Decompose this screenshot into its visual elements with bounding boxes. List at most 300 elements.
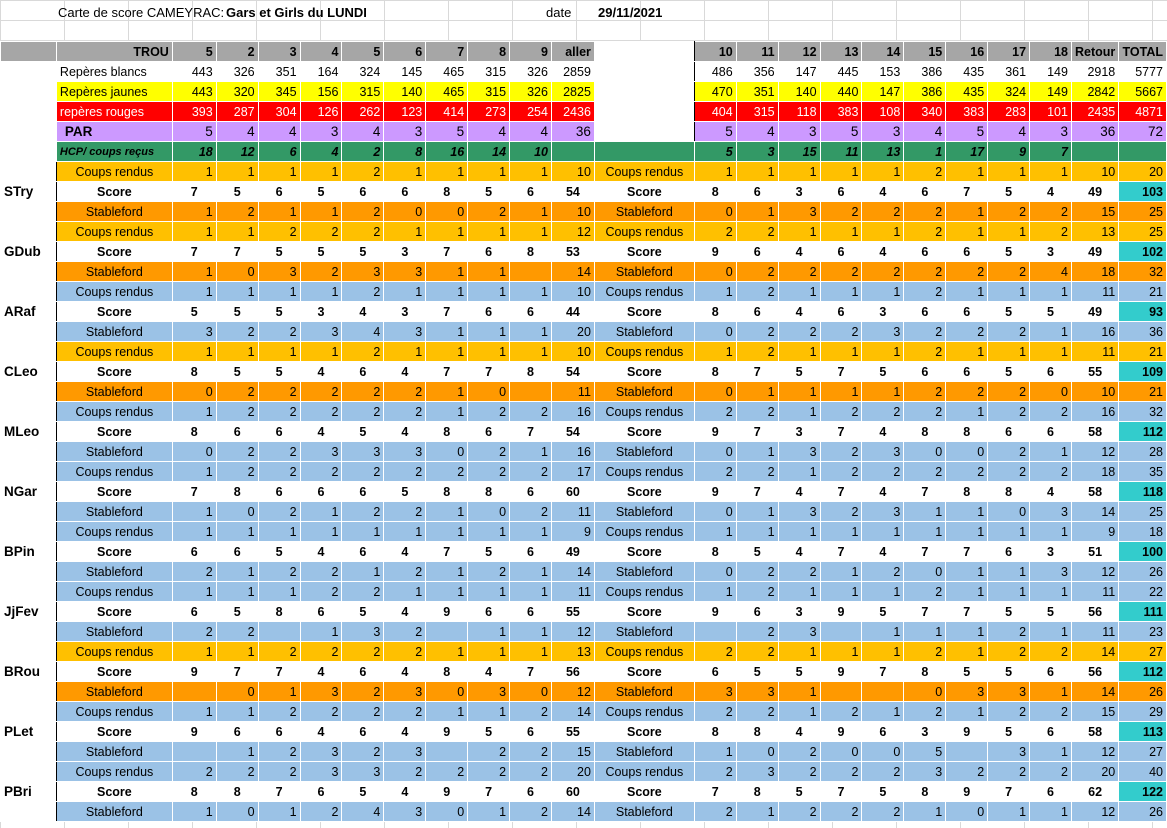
stableford-value[interactable]: 2: [862, 802, 904, 822]
hole-number[interactable]: 4: [300, 42, 342, 62]
tee-distance[interactable]: 445: [820, 62, 862, 82]
gap-cell[interactable]: [594, 62, 694, 82]
name-cell[interactable]: [1, 562, 57, 582]
score-value[interactable]: 5: [988, 242, 1030, 262]
score-aller[interactable]: 54: [551, 182, 594, 202]
stableford-value[interactable]: [510, 382, 552, 402]
score-value[interactable]: 6: [1030, 722, 1072, 742]
stableford-value[interactable]: 1: [946, 202, 988, 222]
coups-rendus-value[interactable]: 2: [904, 702, 946, 722]
coups-rendus-value[interactable]: 1: [862, 162, 904, 182]
row-label-back[interactable]: Stableford: [594, 322, 694, 342]
stableford-value[interactable]: 3: [384, 802, 426, 822]
stableford-value[interactable]: [820, 622, 862, 642]
row-label[interactable]: Stableford: [56, 622, 172, 642]
stableford-value[interactable]: 0: [736, 742, 778, 762]
score-value[interactable]: 5: [736, 662, 778, 682]
row-label[interactable]: Score: [56, 242, 172, 262]
score-value[interactable]: 6: [342, 722, 384, 742]
coups-rendus-value[interactable]: 1: [820, 162, 862, 182]
score-value[interactable]: 4: [384, 662, 426, 682]
score-value[interactable]: 8: [694, 302, 736, 322]
score-value[interactable]: 5: [258, 362, 300, 382]
stableford-value[interactable]: 3: [342, 442, 384, 462]
name-cell[interactable]: [1, 762, 57, 782]
score-value[interactable]: 5: [988, 602, 1030, 622]
tee-distance[interactable]: 443: [172, 62, 216, 82]
score-value[interactable]: 6: [342, 362, 384, 382]
coups-rendus-retour[interactable]: 20: [1071, 762, 1118, 782]
stableford-value[interactable]: 1: [426, 562, 468, 582]
row-label[interactable]: Stableford: [56, 682, 172, 702]
score-aller[interactable]: 60: [551, 782, 594, 802]
coups-rendus-value[interactable]: 2: [736, 582, 778, 602]
coups-rendus-value[interactable]: 2: [694, 222, 736, 242]
row-label-back[interactable]: Stableford: [594, 202, 694, 222]
coups-rendus-value[interactable]: 1: [1030, 282, 1072, 302]
stableford-retour[interactable]: 16: [1071, 322, 1118, 342]
stableford-value[interactable]: 3: [1030, 562, 1072, 582]
coups-rendus-value[interactable]: 1: [468, 642, 510, 662]
stableford-value[interactable]: 1: [946, 562, 988, 582]
score-aller[interactable]: 60: [551, 482, 594, 502]
coups-rendus-value[interactable]: 2: [342, 402, 384, 422]
row-label[interactable]: Stableford: [56, 202, 172, 222]
coups-rendus-value[interactable]: 1: [216, 222, 258, 242]
row-label[interactable]: Score: [56, 422, 172, 442]
stableford-value[interactable]: 2: [988, 622, 1030, 642]
score-value[interactable]: 6: [216, 722, 258, 742]
score-retour[interactable]: 58: [1071, 422, 1118, 442]
stableford-value[interactable]: 2: [820, 442, 862, 462]
row-label-back[interactable]: Coups rendus: [594, 702, 694, 722]
coups-rendus-value[interactable]: 1: [468, 222, 510, 242]
hcp-value[interactable]: 2: [342, 142, 384, 162]
hole-number[interactable]: 7: [426, 42, 468, 62]
coups-rendus-value[interactable]: 2: [988, 462, 1030, 482]
coups-rendus-value[interactable]: 1: [384, 342, 426, 362]
score-value[interactable]: 7: [862, 662, 904, 682]
stableford-value[interactable]: 2: [258, 502, 300, 522]
stableford-value[interactable]: 2: [468, 562, 510, 582]
hole-number[interactable]: 5: [172, 42, 216, 62]
hcp-value[interactable]: 18: [172, 142, 216, 162]
row-label-back[interactable]: Score: [594, 182, 694, 202]
score-value[interactable]: 4: [862, 182, 904, 202]
stableford-value[interactable]: 1: [172, 502, 216, 522]
row-label[interactable]: Score: [56, 602, 172, 622]
tee-distance[interactable]: 315: [468, 82, 510, 102]
coups-rendus-value[interactable]: 2: [172, 762, 216, 782]
score-value[interactable]: 5: [988, 722, 1030, 742]
stableford-value[interactable]: 2: [216, 202, 258, 222]
trou-label[interactable]: TROU: [56, 42, 172, 62]
row-label-back[interactable]: Stableford: [594, 622, 694, 642]
stableford-value[interactable]: 3: [384, 442, 426, 462]
stableford-value[interactable]: 2: [384, 382, 426, 402]
tee-label[interactable]: repères rouges: [56, 102, 172, 122]
score-value[interactable]: 6: [216, 542, 258, 562]
stableford-value[interactable]: 1: [988, 562, 1030, 582]
score-total[interactable]: 112: [1119, 422, 1167, 442]
score-value[interactable]: 8: [946, 482, 988, 502]
row-label[interactable]: Stableford: [56, 262, 172, 282]
tee-distance[interactable]: 164: [300, 62, 342, 82]
stableford-retour[interactable]: 12: [1071, 802, 1118, 822]
coups-rendus-value[interactable]: 1: [946, 522, 988, 542]
score-value[interactable]: 5: [1030, 302, 1072, 322]
hole-number[interactable]: 11: [736, 42, 778, 62]
coups-rendus-value[interactable]: 2: [258, 462, 300, 482]
coups-rendus-value[interactable]: 1: [1030, 522, 1072, 542]
stableford-value[interactable]: 2: [216, 322, 258, 342]
coups-rendus-value[interactable]: 3: [300, 762, 342, 782]
coups-rendus-value[interactable]: 2: [904, 222, 946, 242]
coups-rendus-value[interactable]: 3: [342, 762, 384, 782]
score-value[interactable]: 4: [1030, 182, 1072, 202]
coups-rendus-value[interactable]: 1: [736, 522, 778, 542]
coups-rendus-value[interactable]: 1: [258, 582, 300, 602]
corner-cell[interactable]: [1, 42, 57, 62]
coups-rendus-value[interactable]: 1: [862, 582, 904, 602]
coups-rendus-aller[interactable]: 17: [551, 462, 594, 482]
coups-rendus-value[interactable]: 1: [736, 162, 778, 182]
name-cell[interactable]: [1, 202, 57, 222]
row-label[interactable]: Coups rendus: [56, 402, 172, 422]
score-value[interactable]: 4: [862, 422, 904, 442]
coups-rendus-value[interactable]: 2: [736, 462, 778, 482]
stableford-total[interactable]: 32: [1119, 262, 1167, 282]
row-label-back[interactable]: Coups rendus: [594, 342, 694, 362]
hole-number[interactable]: 2: [216, 42, 258, 62]
tee-distance[interactable]: 326: [216, 62, 258, 82]
row-label-back[interactable]: Coups rendus: [594, 762, 694, 782]
score-value[interactable]: 3: [778, 602, 820, 622]
tee-distance[interactable]: 351: [736, 82, 778, 102]
coups-rendus-value[interactable]: 2: [694, 642, 736, 662]
coups-rendus-value[interactable]: 1: [820, 282, 862, 302]
coups-rendus-value[interactable]: 1: [510, 222, 552, 242]
row-label-back[interactable]: Coups rendus: [594, 582, 694, 602]
coups-rendus-total[interactable]: 25: [1119, 222, 1167, 242]
coups-rendus-value[interactable]: 2: [1030, 462, 1072, 482]
stableford-value[interactable]: 0: [946, 802, 988, 822]
coups-rendus-value[interactable]: 1: [216, 702, 258, 722]
hcp-label[interactable]: HCP/ coups reçus: [56, 142, 172, 162]
row-label-back[interactable]: Stableford: [594, 562, 694, 582]
score-value[interactable]: 3: [904, 722, 946, 742]
coups-rendus-total[interactable]: 21: [1119, 282, 1167, 302]
coups-rendus-value[interactable]: 1: [946, 402, 988, 422]
score-value[interactable]: 3: [778, 422, 820, 442]
score-value[interactable]: 5: [216, 302, 258, 322]
score-value[interactable]: 4: [778, 482, 820, 502]
coups-rendus-value[interactable]: 2: [384, 462, 426, 482]
corner-cell[interactable]: [1, 62, 57, 82]
stableford-value[interactable]: 1: [426, 262, 468, 282]
stableford-value[interactable]: 1: [778, 682, 820, 702]
stableford-value[interactable]: 2: [258, 562, 300, 582]
stableford-value[interactable]: 0: [820, 742, 862, 762]
coups-rendus-value[interactable]: 1: [426, 522, 468, 542]
coups-rendus-value[interactable]: 1: [172, 282, 216, 302]
row-label-back[interactable]: Coups rendus: [594, 402, 694, 422]
stableford-retour[interactable]: 10: [1071, 382, 1118, 402]
tee-distance[interactable]: 465: [426, 62, 468, 82]
stableford-value[interactable]: 0: [694, 442, 736, 462]
score-value[interactable]: 6: [258, 422, 300, 442]
stableford-value[interactable]: 1: [342, 562, 384, 582]
retour-label[interactable]: Retour: [1071, 42, 1118, 62]
coups-rendus-value[interactable]: 1: [172, 522, 216, 542]
hcp-value[interactable]: 10: [510, 142, 552, 162]
score-total[interactable]: 118: [1119, 482, 1167, 502]
score-value[interactable]: 8: [468, 482, 510, 502]
score-value[interactable]: 3: [778, 182, 820, 202]
row-label-back[interactable]: Score: [594, 602, 694, 622]
coups-rendus-value[interactable]: 2: [300, 222, 342, 242]
hole-number[interactable]: 10: [694, 42, 736, 62]
coups-rendus-value[interactable]: 1: [778, 702, 820, 722]
score-value[interactable]: 6: [342, 482, 384, 502]
score-value[interactable]: 7: [510, 662, 552, 682]
score-value[interactable]: 7: [258, 662, 300, 682]
coups-rendus-value[interactable]: 1: [172, 462, 216, 482]
tee-aller[interactable]: 2825: [551, 82, 594, 102]
coups-rendus-value[interactable]: 2: [736, 342, 778, 362]
score-value[interactable]: 6: [300, 782, 342, 802]
coups-rendus-value[interactable]: 2: [342, 162, 384, 182]
coups-rendus-total[interactable]: 18: [1119, 522, 1167, 542]
score-value[interactable]: 7: [988, 782, 1030, 802]
score-value[interactable]: 4: [384, 362, 426, 382]
coups-rendus-value[interactable]: 2: [904, 342, 946, 362]
stableford-aller[interactable]: 12: [551, 682, 594, 702]
stableford-retour[interactable]: 12: [1071, 442, 1118, 462]
tee-distance[interactable]: 147: [862, 82, 904, 102]
stableford-retour[interactable]: 18: [1071, 262, 1118, 282]
par-aller[interactable]: 36: [551, 122, 594, 142]
coups-rendus-value[interactable]: 2: [904, 402, 946, 422]
score-retour[interactable]: 51: [1071, 542, 1118, 562]
coups-rendus-value[interactable]: 1: [468, 342, 510, 362]
stableford-value[interactable]: 1: [426, 502, 468, 522]
stableford-value[interactable]: 0: [510, 682, 552, 702]
coups-rendus-value[interactable]: 1: [778, 282, 820, 302]
score-value[interactable]: 9: [172, 722, 216, 742]
coups-rendus-aller[interactable]: 10: [551, 162, 594, 182]
score-value[interactable]: 3: [1030, 242, 1072, 262]
hole-number[interactable]: 15: [904, 42, 946, 62]
row-label[interactable]: Coups rendus: [56, 162, 172, 182]
stableford-value[interactable]: 2: [342, 382, 384, 402]
score-aller[interactable]: 54: [551, 362, 594, 382]
score-value[interactable]: 9: [820, 602, 862, 622]
coups-rendus-value[interactable]: 1: [172, 162, 216, 182]
score-value[interactable]: 8: [426, 182, 468, 202]
score-value[interactable]: 8: [426, 662, 468, 682]
coups-rendus-value[interactable]: 1: [300, 282, 342, 302]
stableford-value[interactable]: 2: [820, 202, 862, 222]
corner-cell[interactable]: [1, 122, 57, 142]
coups-rendus-value[interactable]: 2: [694, 702, 736, 722]
stableford-value[interactable]: 2: [778, 322, 820, 342]
score-value[interactable]: 4: [384, 722, 426, 742]
stableford-value[interactable]: 0: [426, 682, 468, 702]
tee-distance[interactable]: 140: [384, 82, 426, 102]
tee-distance[interactable]: 108: [862, 102, 904, 122]
stableford-value[interactable]: [510, 262, 552, 282]
player-name[interactable]: BPin: [1, 542, 57, 562]
stableford-value[interactable]: 1: [988, 802, 1030, 822]
stableford-value[interactable]: 2: [342, 742, 384, 762]
row-label[interactable]: Stableford: [56, 322, 172, 342]
coups-rendus-value[interactable]: 1: [1030, 162, 1072, 182]
stableford-value[interactable]: 1: [862, 622, 904, 642]
coups-rendus-value[interactable]: 2: [1030, 642, 1072, 662]
stableford-value[interactable]: 3: [736, 682, 778, 702]
score-value[interactable]: 4: [862, 242, 904, 262]
coups-rendus-value[interactable]: 1: [426, 162, 468, 182]
score-total[interactable]: 112: [1119, 662, 1167, 682]
coups-rendus-value[interactable]: 1: [1030, 342, 1072, 362]
coups-rendus-aller[interactable]: 20: [551, 762, 594, 782]
score-value[interactable]: 5: [778, 782, 820, 802]
stableford-value[interactable]: 2: [216, 442, 258, 462]
row-label-back[interactable]: Score: [594, 722, 694, 742]
coups-rendus-total[interactable]: 27: [1119, 642, 1167, 662]
score-value[interactable]: 8: [172, 422, 216, 442]
coups-rendus-value[interactable]: 1: [904, 522, 946, 542]
coups-rendus-value[interactable]: 2: [862, 762, 904, 782]
coups-rendus-value[interactable]: 1: [172, 402, 216, 422]
score-total[interactable]: 113: [1119, 722, 1167, 742]
score-value[interactable]: 4: [778, 542, 820, 562]
par-value[interactable]: 4: [258, 122, 300, 142]
coups-rendus-retour[interactable]: 11: [1071, 582, 1118, 602]
stableford-value[interactable]: [946, 742, 988, 762]
coups-rendus-total[interactable]: 29: [1119, 702, 1167, 722]
coups-rendus-value[interactable]: 2: [342, 282, 384, 302]
coups-rendus-value[interactable]: 1: [300, 342, 342, 362]
row-label[interactable]: Stableford: [56, 442, 172, 462]
row-label-back[interactable]: Score: [594, 422, 694, 442]
row-label[interactable]: Coups rendus: [56, 462, 172, 482]
coups-rendus-value[interactable]: 2: [426, 462, 468, 482]
row-label[interactable]: Stableford: [56, 562, 172, 582]
score-value[interactable]: 5: [988, 182, 1030, 202]
score-value[interactable]: 4: [384, 782, 426, 802]
score-total[interactable]: 103: [1119, 182, 1167, 202]
stableford-value[interactable]: [694, 622, 736, 642]
stableford-value[interactable]: 2: [736, 622, 778, 642]
stableford-value[interactable]: 2: [946, 262, 988, 282]
score-value[interactable]: 9: [820, 722, 862, 742]
coups-rendus-value[interactable]: 1: [820, 522, 862, 542]
score-value[interactable]: 6: [1030, 362, 1072, 382]
hole-number[interactable]: 6: [384, 42, 426, 62]
stableford-total[interactable]: 26: [1119, 682, 1167, 702]
stableford-total[interactable]: 21: [1119, 382, 1167, 402]
score-value[interactable]: 8: [510, 362, 552, 382]
score-value[interactable]: 5: [468, 542, 510, 562]
coups-rendus-total[interactable]: 22: [1119, 582, 1167, 602]
tee-distance[interactable]: 414: [426, 102, 468, 122]
coups-rendus-value[interactable]: 2: [946, 462, 988, 482]
score-value[interactable]: 6: [172, 602, 216, 622]
coups-rendus-value[interactable]: 1: [258, 282, 300, 302]
coups-rendus-value[interactable]: 1: [384, 282, 426, 302]
coups-rendus-value[interactable]: 1: [694, 342, 736, 362]
row-label[interactable]: Score: [56, 482, 172, 502]
stableford-retour[interactable]: 11: [1071, 622, 1118, 642]
stableford-aller[interactable]: 14: [551, 802, 594, 822]
coups-rendus-value[interactable]: 1: [216, 522, 258, 542]
tee-distance[interactable]: 145: [384, 62, 426, 82]
score-value[interactable]: 4: [300, 422, 342, 442]
coups-rendus-value[interactable]: 1: [778, 342, 820, 362]
score-value[interactable]: 7: [172, 482, 216, 502]
hcp-value[interactable]: 3: [736, 142, 778, 162]
score-retour[interactable]: 58: [1071, 722, 1118, 742]
coups-rendus-value[interactable]: 2: [736, 702, 778, 722]
row-label[interactable]: Coups rendus: [56, 702, 172, 722]
stableford-value[interactable]: 2: [258, 322, 300, 342]
stableford-value[interactable]: 3: [862, 442, 904, 462]
coups-rendus-value[interactable]: 2: [510, 762, 552, 782]
stableford-value[interactable]: 1: [1030, 742, 1072, 762]
corner-cell[interactable]: [1, 102, 57, 122]
par-value[interactable]: 4: [342, 122, 384, 142]
score-value[interactable]: 6: [820, 242, 862, 262]
coups-rendus-retour[interactable]: 11: [1071, 342, 1118, 362]
hcp-value[interactable]: 8: [384, 142, 426, 162]
stableford-value[interactable]: 0: [426, 202, 468, 222]
coups-rendus-value[interactable]: 2: [820, 462, 862, 482]
name-cell[interactable]: [1, 322, 57, 342]
stableford-value[interactable]: [172, 682, 216, 702]
score-retour[interactable]: 49: [1071, 242, 1118, 262]
score-value[interactable]: 8: [988, 482, 1030, 502]
stableford-value[interactable]: 2: [258, 382, 300, 402]
par-retour[interactable]: 36: [1071, 122, 1118, 142]
stableford-retour[interactable]: 14: [1071, 502, 1118, 522]
score-value[interactable]: 8: [216, 782, 258, 802]
score-aller[interactable]: 55: [551, 602, 594, 622]
hcp-gap[interactable]: [594, 142, 694, 162]
score-value[interactable]: 9: [426, 782, 468, 802]
coups-rendus-value[interactable]: 2: [300, 582, 342, 602]
score-value[interactable]: 6: [862, 722, 904, 742]
score-value[interactable]: 9: [694, 242, 736, 262]
par-value[interactable]: 4: [216, 122, 258, 142]
score-aller[interactable]: 56: [551, 662, 594, 682]
coups-rendus-value[interactable]: 2: [778, 762, 820, 782]
stableford-value[interactable]: 3: [946, 682, 988, 702]
coups-rendus-value[interactable]: 1: [426, 402, 468, 422]
stableford-value[interactable]: 2: [216, 622, 258, 642]
stableford-value[interactable]: 2: [778, 262, 820, 282]
score-value[interactable]: 8: [426, 422, 468, 442]
coups-rendus-value[interactable]: 1: [300, 162, 342, 182]
coups-rendus-value[interactable]: 1: [216, 162, 258, 182]
score-total[interactable]: 102: [1119, 242, 1167, 262]
score-value[interactable]: 6: [820, 302, 862, 322]
score-value[interactable]: 5: [946, 662, 988, 682]
coups-rendus-aller[interactable]: 14: [551, 702, 594, 722]
stableford-value[interactable]: 3: [342, 622, 384, 642]
coups-rendus-value[interactable]: 2: [988, 402, 1030, 422]
